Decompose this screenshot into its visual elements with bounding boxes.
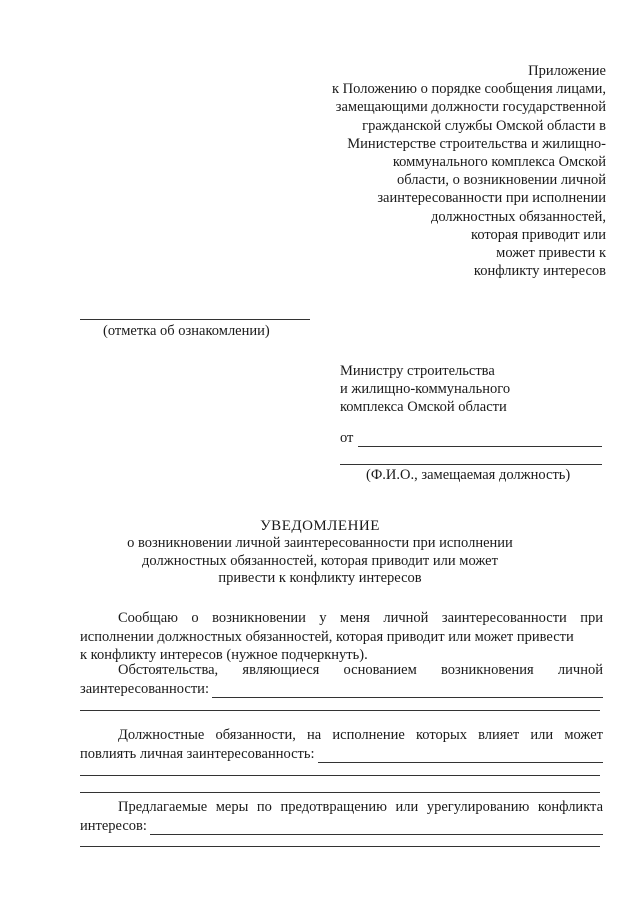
- duties-field[interactable]: [318, 749, 603, 763]
- duties-text: Должностные обязанности, на исполнение которых влияет или может: [118, 727, 603, 743]
- addressee-line: и жилищно-коммунального: [340, 381, 511, 398]
- measures-row: [80, 817, 603, 836]
- statement-paragraph: [80, 609, 603, 665]
- annex-line: которая приводит или: [471, 226, 606, 243]
- circumstances-row: [80, 680, 603, 699]
- notice-title: УВЕДОМЛЕНИЕ: [260, 518, 380, 534]
- addressee-line: комплекса Омской области: [340, 399, 507, 416]
- duties-row: [80, 745, 603, 764]
- annex-line: может привести к: [496, 245, 606, 262]
- annex-line: заинтересованности при исполнении: [377, 190, 606, 207]
- acknowledgement-line[interactable]: [80, 319, 310, 320]
- annex-line: Министерстве строительства и жилищно-: [347, 135, 606, 152]
- circumstances-field[interactable]: [212, 684, 603, 698]
- notice-subtitle-line: привести к конфликту интересов: [218, 570, 422, 586]
- measures-field-line[interactable]: [80, 846, 600, 847]
- circumstances-text: Обстоятельства, являющиеся основанием возникновения личной: [118, 662, 603, 678]
- annex-line: к Положению о порядке сообщения лицами,: [332, 81, 606, 98]
- circumstances-field-line[interactable]: [80, 710, 600, 711]
- from-label: от: [340, 430, 354, 446]
- circumstances-label: заинтересованности:: [80, 680, 209, 697]
- measures-label: интересов:: [80, 817, 147, 834]
- duties-field-line[interactable]: [80, 792, 600, 793]
- acknowledgement-caption: (отметка об ознакомлении): [103, 323, 270, 339]
- circumstances-section: [80, 661, 603, 698]
- fio-caption: (Ф.И.О., замещаемая должность): [366, 467, 571, 483]
- addressee-block: [340, 362, 510, 417]
- annex-line: конфликту интересов: [473, 263, 606, 280]
- annex-line: области, о возникновении личной: [396, 172, 606, 189]
- statement-text-end: к конфликту интересов (нужное подчеркнуть).: [80, 647, 368, 663]
- notice-subtitle-line: о возникновении личной заинтересованности при исполнении: [127, 535, 513, 551]
- annex-header: [306, 62, 606, 280]
- duties-section: [80, 726, 603, 763]
- measures-text: Предлагаемые меры по предотвращению или урегулированию конфликта: [118, 799, 603, 815]
- addressee-line: Министру строительства: [340, 363, 495, 379]
- annex-line: Приложение: [528, 63, 606, 79]
- annex-line: замещающими должности государственной: [335, 99, 606, 116]
- duties-label: повлиять личная заинтересованность:: [80, 745, 315, 762]
- notice-heading: [0, 517, 640, 588]
- notice-subtitle-line: должностных обязанностей, которая приводит или может: [142, 552, 498, 569]
- statement-text: Сообщаю о возникновении у меня личной заинтересованности при исполнении должностных обязанностей, которая приводит или может привести: [80, 610, 603, 645]
- measures-field[interactable]: [150, 821, 603, 835]
- annex-line: коммунального комплекса Омской: [392, 154, 606, 171]
- fio-position-field[interactable]: [340, 464, 602, 465]
- annex-line: должностных обязанностей,: [430, 208, 606, 225]
- annex-line: гражданской службы Омской области в: [362, 117, 606, 134]
- from-name-field[interactable]: [358, 446, 602, 447]
- duties-field-line[interactable]: [80, 775, 600, 776]
- measures-section: [80, 798, 603, 835]
